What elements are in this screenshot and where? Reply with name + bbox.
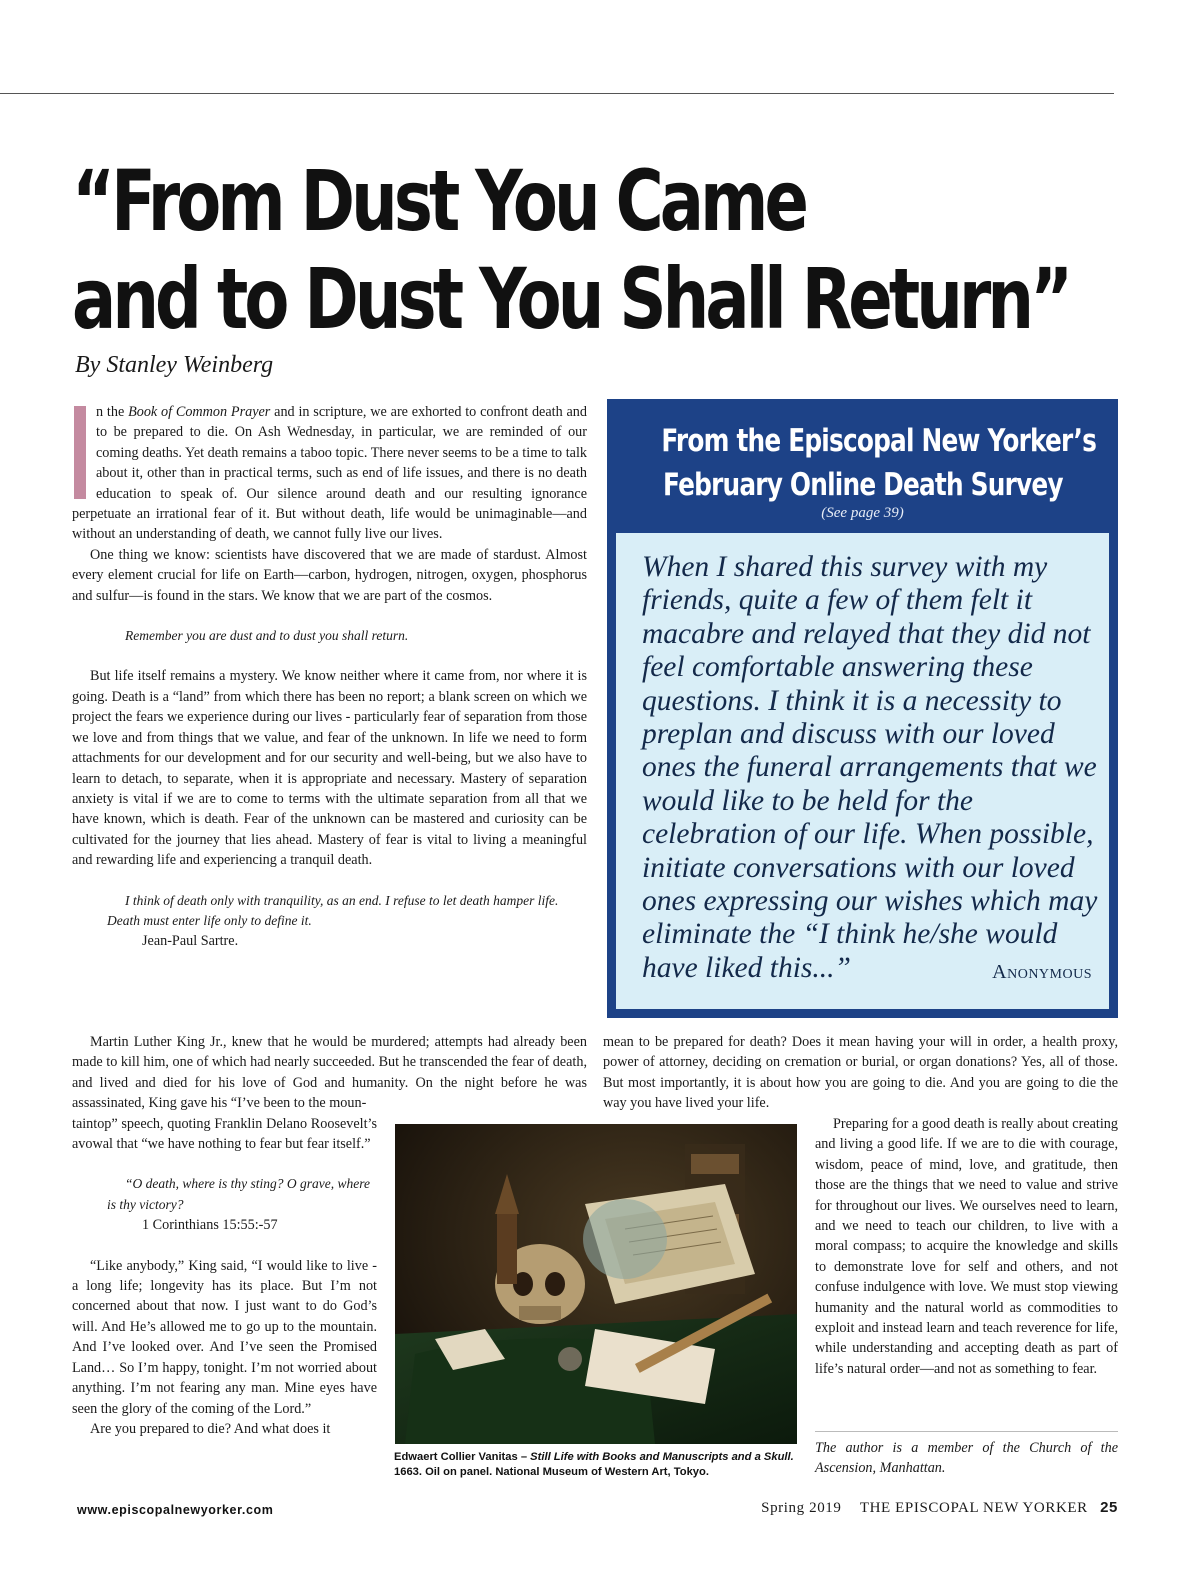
pull-quote-dust: Remember you are dust and to dust you shall return. bbox=[125, 628, 409, 644]
paragraph-1-rest: and in scripture, we are exhorted to confront death and to be prepared to die. On Ash Wednesday, in particular, we are reminded of our coming deaths. Yet death remains a taboo topic. There never seems to be a time to talk about it, other than in practical terms, such as end of life issues, and there is no death education to speak of. Our silence around death and our resulting ignorance perpetuate an irrational fear of it. But without death, life would be unimaginable—and without an understanding of death, we cannot fully live our lives. bbox=[72, 404, 587, 543]
footer-issue-date: Spring 2019 bbox=[761, 1500, 842, 1516]
paragraph-4-wide: Martin Luther King Jr., knew that he would be murdered; attempts had already been made to kill him, one of which had nearly succeeded. But he transcended the fear of death, and lived and died for his love of God and humanity. On the night before he was assassinated, King gave his “I’ve been to the moun- bbox=[72, 1034, 587, 1112]
paragraph-4-narrow: taintop” speech, quoting Franklin Delano Roosevelt’s avowal that “we have nothing to fear but fear itself.” bbox=[72, 1115, 377, 1153]
quote-attribution-sartre: Jean-Paul Sartre. bbox=[142, 933, 239, 950]
sidebar-title bbox=[607, 419, 1118, 507]
narrow-column bbox=[72, 1114, 377, 1440]
article-column-3 bbox=[815, 1114, 1118, 1379]
sidebar-quote-panel bbox=[616, 533, 1109, 1009]
vanitas-painting bbox=[395, 1124, 797, 1444]
paragraph-5: “Like anybody,” King said, “I would like to live - a long life; longevity has its place. But I’m not concerned about that now. I just want to do God’s will. And He’s allowed me to go up to the mountain. And I’ve looked over. And I’ve seen the Promised Land… So I’m happy, tonight. I’m not worried about anything. I’m not fearing any man. Mine eyes have seen the glory of the coming of the Lord.” bbox=[72, 1257, 377, 1417]
survey-quote: When I shared this survey with my friends, quite a few of them felt it macabre and relayed that they did not feel comfortable answering these questions. I think it is a necessity to preplan and discuss with our loved ones the funeral arrangements that we would like to be held for the celebration of our life. When possible, initiate conversations with our loved ones expressing our wishes which may eliminate the “I think he/she would have liked this...” bbox=[642, 551, 1098, 984]
quote-attribution-corinthians: 1 Corinthians 15:55:-57 bbox=[142, 1217, 278, 1234]
article-column-2-top bbox=[603, 1032, 1118, 1114]
footer-publication: THE EPISCOPAL NEW YORKER bbox=[859, 1500, 1088, 1516]
headline-line-1: “From Dust You Came bbox=[72, 152, 806, 250]
pull-quote-corinthians: “O death, where is thy sting? O grave, where is thy victory? bbox=[107, 1176, 370, 1212]
top-rule bbox=[0, 93, 1114, 94]
headline-line-2: and to Dust You Shall Return” bbox=[72, 250, 1070, 348]
author-note: The author is a member of the Church of the Ascension, Manhattan. bbox=[815, 1440, 1118, 1477]
sidebar-page-reference: (See page 39) bbox=[821, 505, 904, 521]
survey-sidebar bbox=[607, 399, 1118, 1018]
article-column-1-top bbox=[72, 402, 587, 952]
footer-website-link[interactable]: www.episcopalnewyorker.com bbox=[77, 1503, 274, 1517]
author-note-rule bbox=[815, 1431, 1118, 1432]
paragraph-6-continued: mean to be prepared for death? Does it mean having your will in order, a health proxy, power of attorney, deciding on cremation or burial, or organ donations? Yes, all of those. But most importantly, it is about how you are going to die. And you are going to die the way you have lived your life. bbox=[603, 1034, 1118, 1112]
paragraph-1-start: n the bbox=[96, 404, 129, 420]
book-title: Book of Common Prayer bbox=[128, 404, 271, 420]
footer-issue-info bbox=[700, 1499, 1118, 1517]
footer-page-number: 25 bbox=[1100, 1499, 1118, 1516]
sidebar-title-line-2: February Online Death Survey bbox=[662, 467, 1063, 503]
paragraph-1 bbox=[72, 402, 587, 545]
paragraph-6-start: Are you prepared to die? And what does it bbox=[90, 1420, 331, 1437]
pull-quote-sartre: I think of death only with tranquility, as an end. I refuse to let death hamper life. Death must enter life only to define it. bbox=[107, 892, 559, 928]
caption-title: Still Life with Books and Manuscripts and a Skull. bbox=[530, 1451, 794, 1463]
byline: By Stanley Weinberg bbox=[75, 352, 274, 378]
painting-caption bbox=[394, 1450, 799, 1479]
survey-quote-attribution: Anonymous bbox=[992, 961, 1092, 983]
sidebar-title-line-1: From the Episcopal New Yorker’s bbox=[661, 423, 1097, 459]
paragraph-2: One thing we know: scientists have discovered that we are made of stardust. Almost every element crucial for life on Earth—carbon, hydrogen, nitrogen, oxygen, phosphorus and sulfur—is found in the stars. We know that we are part of the cosmos. bbox=[72, 546, 587, 604]
paragraph-7: Preparing for a good death is really about creating and living a good life. If we are to die with courage, wisdom, peace of mind, love, and gratitude, then those are the things that we need to value and strive for throughout our lives. We ourselves need to learn, and we need to teach our children, to live with a moral compass; to acquire the knowledge and skills to demonstrate love for self and others, and not confuse indulgence with love. We must stop viewing humanity and the natural world as commodities to exploit and instead learn and teach reverence for life, while understanding and accepting death as part of life’s natural order—and not as something to fear. bbox=[815, 1116, 1118, 1377]
caption-details: 1663. Oil on panel. National Museum of Western Art, Tokyo. bbox=[394, 1465, 709, 1478]
drop-cap-bar bbox=[74, 406, 86, 499]
article-headline bbox=[72, 152, 1070, 348]
paragraph-3: But life itself remains a mystery. We know neither where it came from, nor where it is going. Death is a “land” from which there has been no report; a blank screen on which we project the fears we experience during our lives - particularly fear of separation from those we love and from things that we value, and fear of the unknown. In life we need to form attachments for our development and for our security and well-being, but we also have to learn to detach, to separate, when it is appropriate and necessary. Mastery of separation anxiety is vital if we are to come to terms with the ultimate separation from all that we have known, which is death. Fear of the unknown can be mastered and curiosity can be cultivated for the journey that lies ahead. Mastery of fear is vital to living a meaningful and rewarding life and experiencing a tranquil death. bbox=[72, 668, 587, 869]
caption-artist: Edwaert Collier Vanitas – bbox=[394, 1451, 531, 1463]
